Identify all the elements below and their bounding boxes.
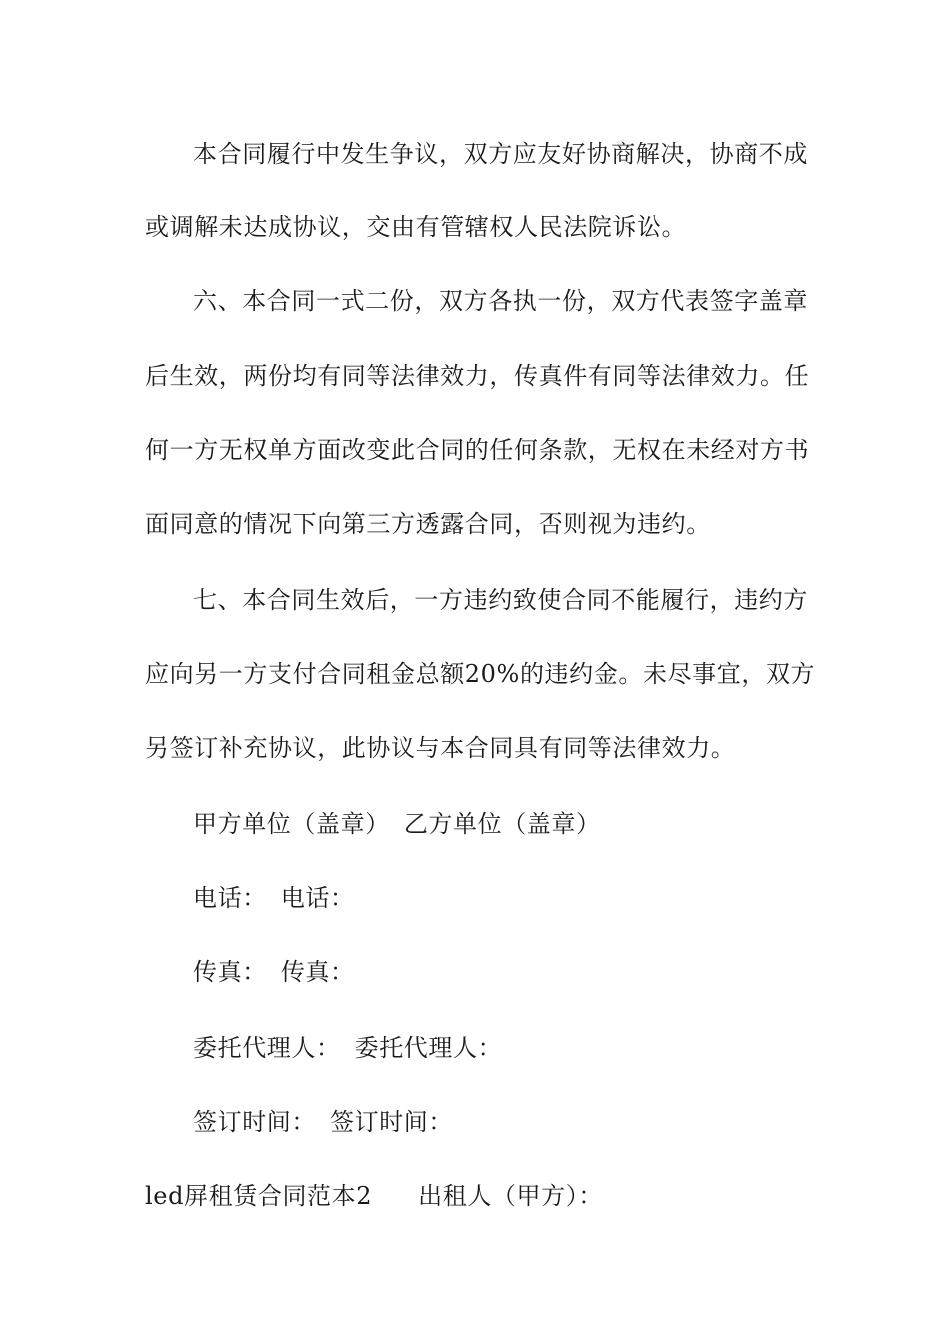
next-contract-heading-row xyxy=(145,1181,810,1211)
signature-time-row xyxy=(193,1107,858,1137)
party-b-fax-label: 传真： xyxy=(280,958,355,986)
party-b-agent-label: 委托代理人： xyxy=(354,1034,503,1062)
party-b-phone-label: 电话： xyxy=(280,884,355,912)
lessor-label: 出租人（甲方）： xyxy=(418,1182,603,1210)
party-a-unit-label: 甲方单位（盖章） xyxy=(193,810,390,838)
signature-phone-row xyxy=(193,883,858,913)
clause-six-line-1: 六、本合同一式二份，双方各执一份，双方代表签字盖章 xyxy=(193,287,808,315)
party-a-phone-label: 电话： xyxy=(193,884,267,912)
clause-six-line-4: 面同意的情况下向第三方透露合同，否则视为违约。 xyxy=(145,510,711,538)
paragraph-dispute-line-1: 本合同履行中发生争议，双方应友好协商解决，协商不成 xyxy=(193,140,808,168)
signature-fax-row xyxy=(193,957,858,987)
clause-seven-line-3: 另签订补充协议，此协议与本合同具有同等法律效力。 xyxy=(145,734,736,762)
clause-six-line-2: 后生效，两份均有同等法律效力，传真件有同等法律效力。任 xyxy=(145,362,810,390)
signature-units-row xyxy=(193,809,858,839)
party-a-agent-label: 委托代理人： xyxy=(193,1034,341,1062)
signature-agent-row xyxy=(193,1033,858,1063)
party-b-signed-time-label: 签订时间： xyxy=(330,1108,453,1136)
next-contract-title: led屏租赁合同范本2 xyxy=(145,1182,373,1210)
clause-six-line-3: 何一方无权单方面改变此合同的任何条款，无权在未经对方书 xyxy=(145,436,810,464)
party-a-signed-time-label: 签订时间： xyxy=(193,1108,316,1136)
party-b-unit-label: 乙方单位（盖章） xyxy=(403,810,601,838)
party-a-fax-label: 传真： xyxy=(193,958,267,986)
clause-seven-line-1: 七、本合同生效后，一方违约致使合同不能履行，违约方 xyxy=(193,586,808,614)
paragraph-dispute-line-2: 或调解未达成协议，交由有管辖权人民法院诉讼。 xyxy=(145,213,687,241)
clause-seven-line-2: 应向另一方支付合同租金总额20%的违约金。未尽事宜，双方 xyxy=(145,660,816,688)
